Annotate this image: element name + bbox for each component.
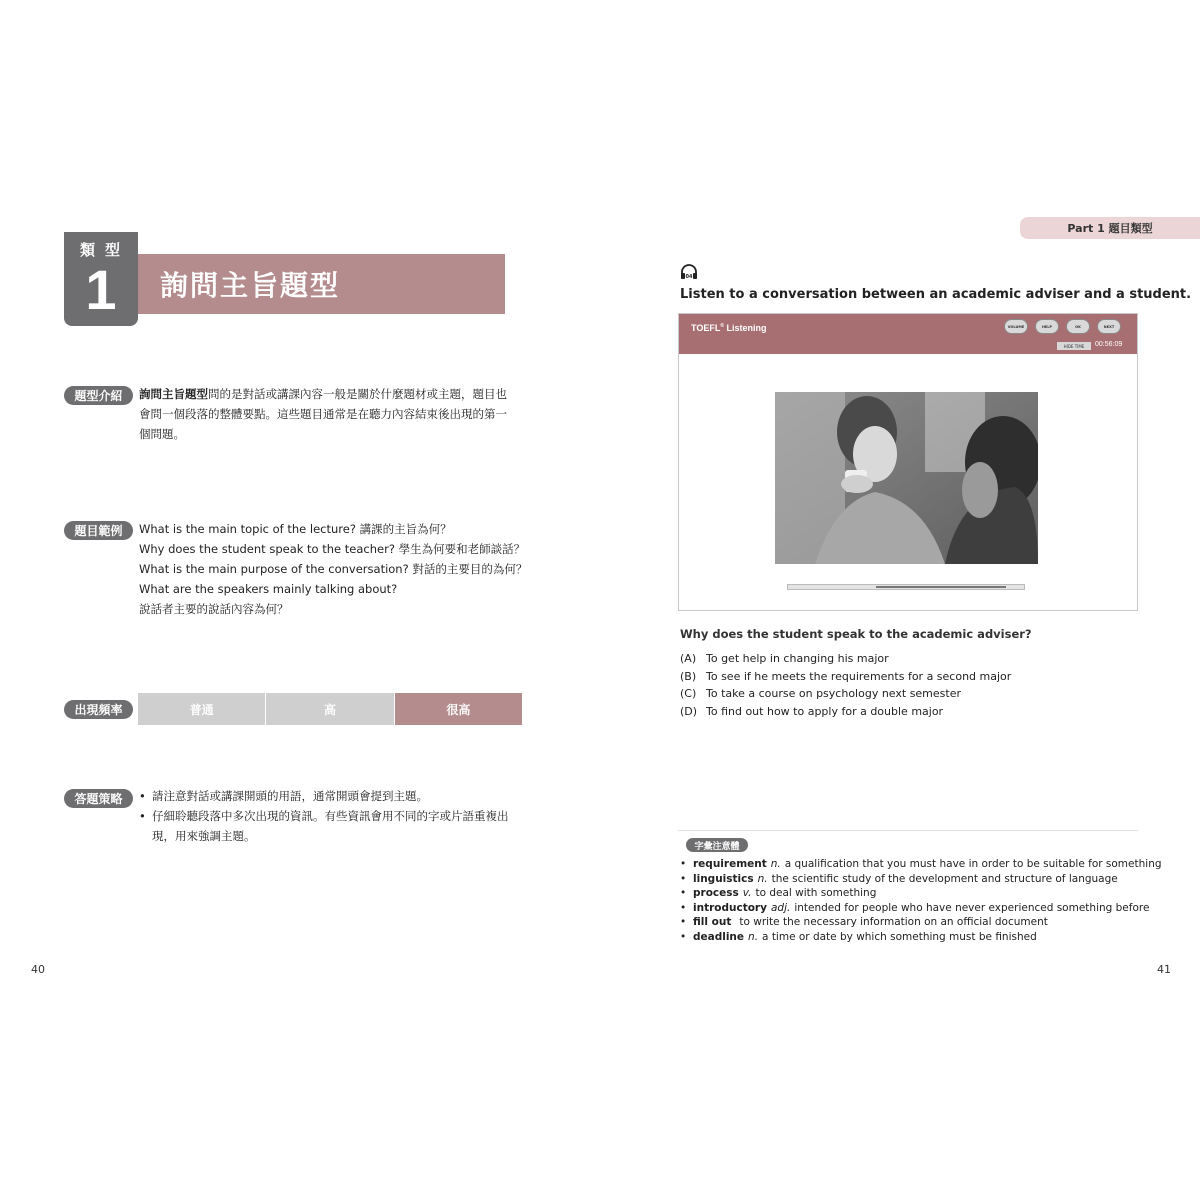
type-number: 1: [85, 258, 117, 321]
examples-list: [139, 519, 527, 619]
hide-time-button[interactable]: HIDE TIME: [1057, 342, 1091, 350]
vocab-item: • linguistics n. the scientific study of the development and structure of language: [680, 872, 1118, 885]
listening-instruction: Listen to a conversation between an academic adviser and a student.: [680, 287, 1192, 302]
type-badge: [64, 232, 138, 326]
example-line: 說話者主要的說話內容為何？: [139, 602, 289, 616]
vocab-item: • introductory adj. intended for people who have never experienced something before: [680, 901, 1150, 914]
option-text: To take a course on psychology next semester: [706, 687, 962, 700]
section-title: 詢問主旨題型: [138, 254, 505, 314]
vocab-list: [680, 857, 1162, 944]
vocab-item: • fill out to write the necessary information on an official document: [680, 916, 1048, 928]
part-tab: Part 1 題目類型: [1020, 217, 1200, 239]
frequency-bar: [138, 693, 522, 725]
frequency-level-high: 高: [266, 693, 394, 725]
frequency-level-normal: 普通: [138, 693, 266, 725]
strategy-item: 請注意對話或講課開頭的用語，通常開頭會提到主題。: [152, 789, 428, 803]
audio-progress-bar: [787, 584, 1025, 590]
strategy-item: 仔細聆聽段落中多次出現的資訊。有些資訊會用不同的字或片語重複出: [152, 809, 509, 823]
bullet: •: [139, 789, 146, 803]
option-letter: (C): [680, 687, 697, 700]
next-button[interactable]: NEXT: [1097, 319, 1121, 334]
option-a[interactable]: [680, 650, 1011, 668]
vocab-item: • deadline n. a time or date by which something must be finished: [680, 930, 1037, 943]
timer-readout: 00:56:09: [1095, 341, 1123, 348]
audio-progress-fill: [876, 586, 1006, 588]
option-text: To get help in changing his major: [706, 652, 889, 665]
example-line: Why does the student speak to the teacher? 學生為何要和老師談話？: [139, 542, 526, 556]
strategy-item-cont: 現，用來強調主題。: [152, 829, 256, 843]
intro-line1: 問的是對話或講課內容一般是關於什麼題材或主題，題目也: [208, 387, 507, 401]
option-c[interactable]: [680, 685, 1011, 703]
intro-bold: 詢問主旨題型: [139, 387, 208, 401]
ok-button[interactable]: OK: [1066, 319, 1090, 334]
intro-line3: 個問題。: [139, 427, 185, 441]
example-line: What are the speakers mainly talking about?: [139, 582, 398, 596]
intro-label: 題型介紹: [64, 386, 133, 405]
option-b[interactable]: [680, 668, 1011, 686]
strategy-list: [139, 786, 509, 846]
registered-mark: ®: [720, 323, 725, 329]
vocab-item: • requirement n. a qualification that you must have in order to be suitable for something: [680, 858, 1162, 870]
toefl-brand: TOEFL® Listening: [691, 323, 767, 333]
headphone-icon: [680, 264, 698, 280]
page-number-left: 40: [31, 963, 45, 976]
example-line: What is the main purpose of the conversation? 對話的主要目的為何？: [139, 562, 528, 576]
divider: [678, 830, 1138, 831]
option-text: To find out how to apply for a double major: [706, 704, 944, 718]
toefl-toolbar: [679, 314, 1137, 354]
question-text: Why does the student speak to the academic adviser?: [680, 627, 1032, 641]
strategy-label: 答題策略: [64, 789, 133, 808]
type-label: 類型: [79, 241, 130, 259]
help-button[interactable]: HELP: [1035, 319, 1059, 334]
example-line: What is the main topic of the lecture? 講課的主旨為何？: [139, 522, 452, 536]
option-text: To see if he meets the requirements for a second major: [706, 669, 1012, 683]
vocab-label: 字彙注意體: [686, 838, 748, 852]
option-letter: (D): [680, 704, 698, 718]
track-number: 04: [685, 274, 693, 280]
toefl-screen: [678, 313, 1138, 611]
option-letter: (B): [680, 669, 697, 683]
frequency-level-very-high: 很高: [395, 693, 522, 725]
option-d[interactable]: [680, 703, 1011, 721]
answer-options: [680, 650, 1011, 720]
intro-line2: 會問一個段落的整體要點。這些題目通常是在聽力內容結束後出現的第一: [139, 407, 507, 421]
volume-button[interactable]: VOLUME: [1004, 319, 1028, 334]
option-letter: (A): [680, 652, 697, 665]
page-number-right: 41: [1157, 963, 1171, 976]
examples-label: 題目範例: [64, 521, 133, 540]
frequency-label: 出現頻率: [64, 700, 133, 719]
vocab-item: • process v. to deal with something: [680, 887, 877, 899]
bullet: •: [139, 809, 146, 823]
intro-text: [139, 384, 507, 444]
conversation-photo: [775, 392, 1038, 564]
